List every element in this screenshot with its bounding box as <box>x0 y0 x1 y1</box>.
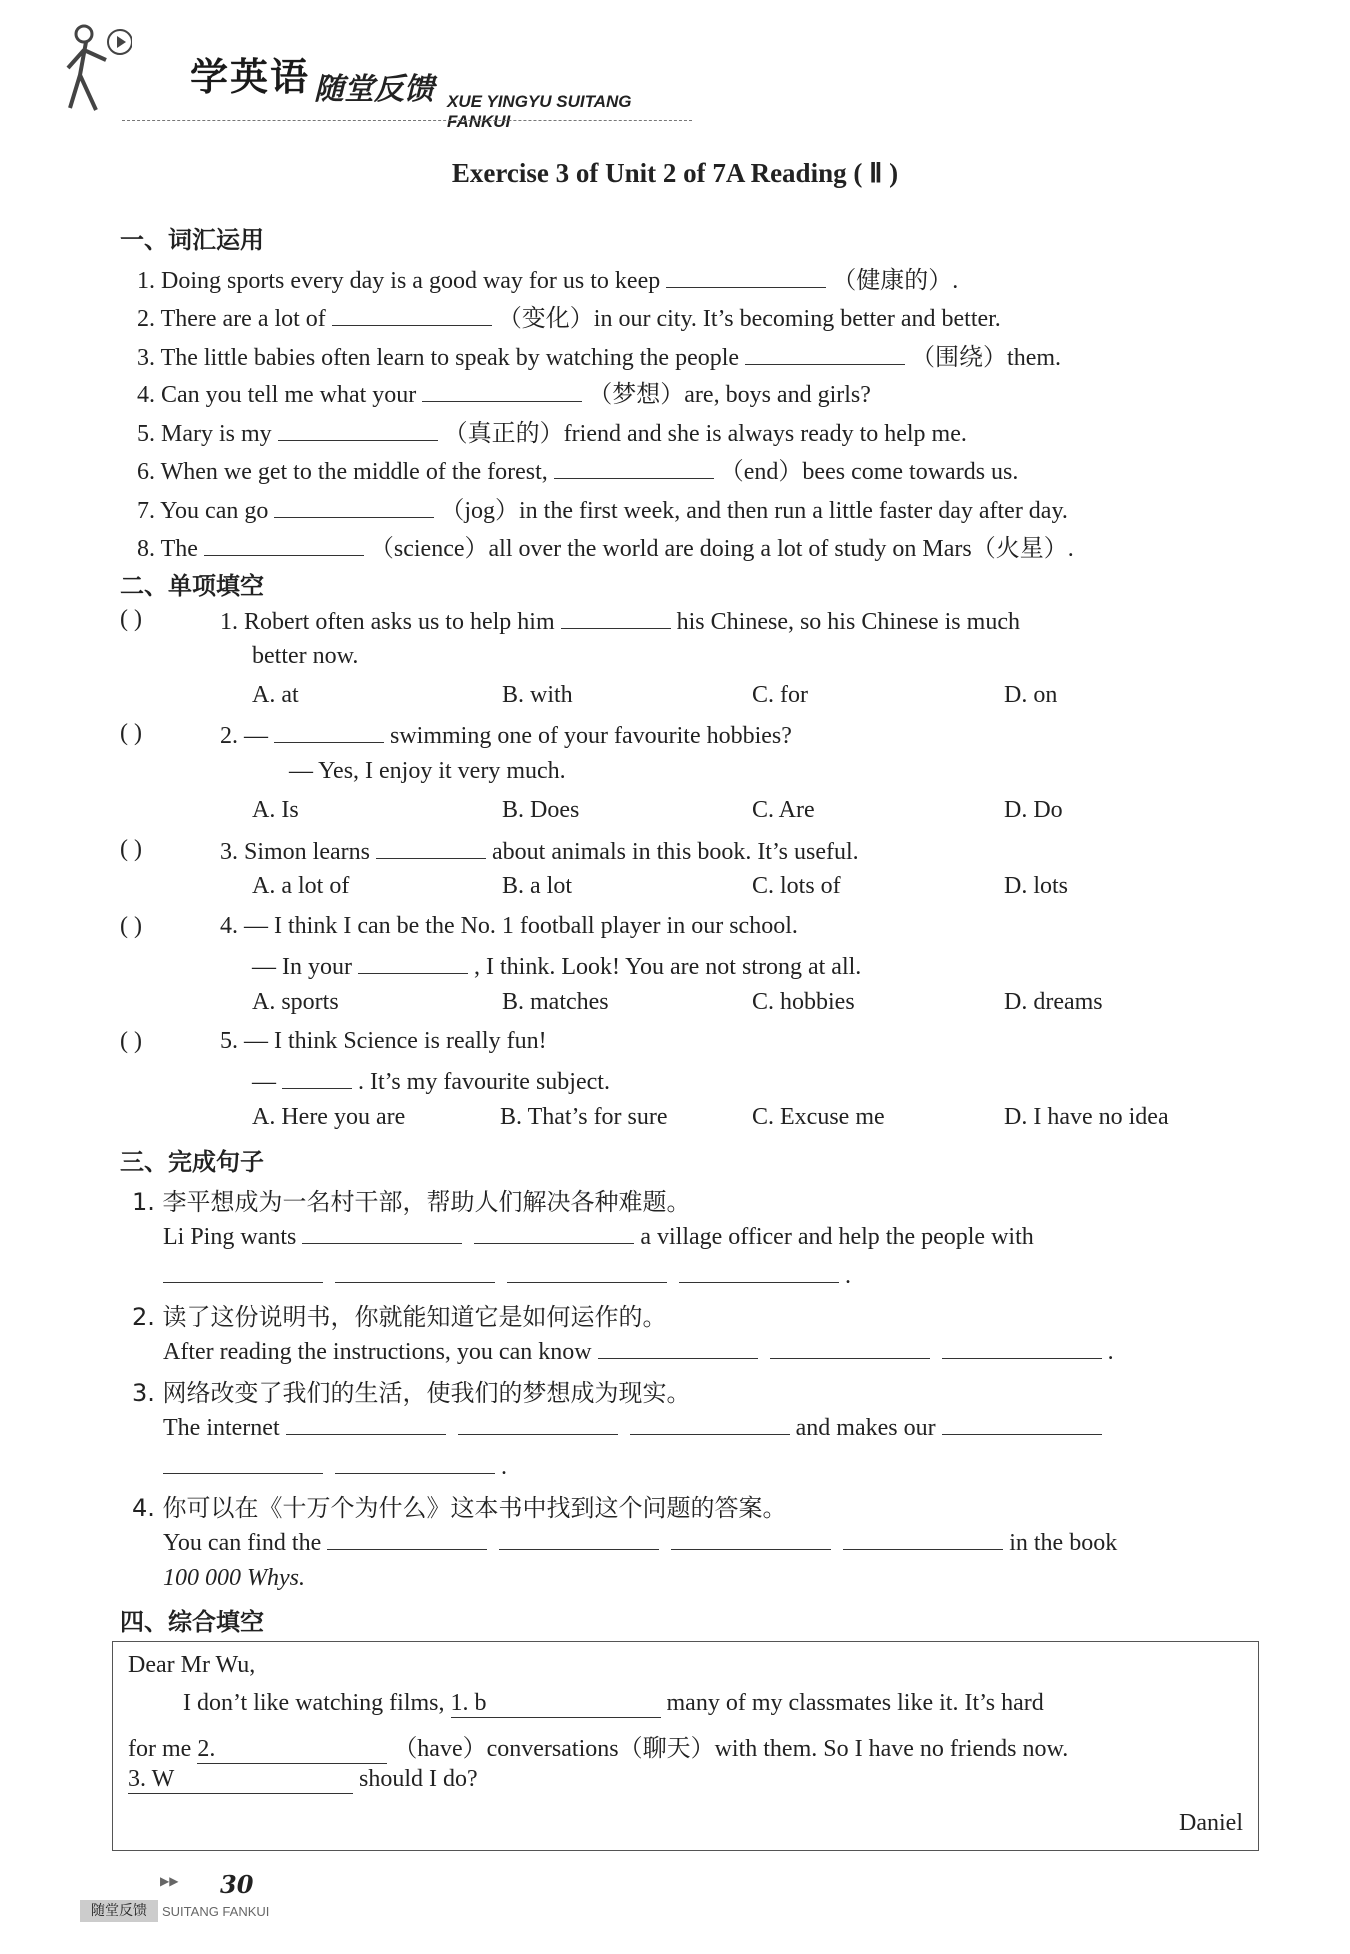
runner-logo-icon <box>62 20 132 120</box>
translate-prompt-2: 2. 读了这份说明书，你就能知道它是如何运作的。 <box>132 1303 667 1331</box>
vocab-item-6: 6. When we get to the middle of the forest, （end）bees come towards us. <box>137 451 1018 486</box>
page-footer <box>80 1870 300 1930</box>
page-header <box>62 20 682 131</box>
mc-question-2: 2. — swimming one of your favourite hobbies? <box>220 720 792 750</box>
section-2-heading: 二、单项填空 <box>120 572 264 600</box>
header-title: 学英语 <box>190 55 311 99</box>
letter-greeting: Dear Mr Wu, <box>128 1652 256 1678</box>
letter-line-3: 3. W should I do? <box>128 1766 478 1792</box>
mc-question-1-cont: better now. <box>252 643 359 669</box>
letter-box <box>112 1641 1259 1851</box>
vocab-item-7: 7. You can go （jog）in the first week, and then run a little faster day after day. <box>137 490 1068 525</box>
mc-question-5-cont: — . It’s my favourite subject. <box>252 1066 610 1096</box>
translate-line-2: After reading the instructions, you can know . <box>163 1336 1114 1366</box>
answer-paren: ( ) <box>120 836 142 862</box>
translate-prompt-1: 1. 李平想成为一名村干部，帮助人们解决各种难题。 <box>132 1188 691 1216</box>
header-pinyin: XUE YINGYU SUITANG FANKUI <box>447 92 632 131</box>
page-title: Exercise 3 of Unit 2 of 7A Reading ( Ⅱ ) <box>451 158 899 188</box>
answer-paren: ( ) <box>120 1028 142 1054</box>
translate-line-4: You can find the in the book <box>163 1527 1117 1557</box>
answer-paren: ( ) <box>120 720 142 746</box>
section-4-heading: 四、综合填空 <box>120 1608 264 1636</box>
translate-line-1: Li Ping wants a village officer and help the people with <box>163 1221 1263 1251</box>
mc-question-1: 1. Robert often asks us to help him his Chinese, so his Chinese is much <box>220 606 1020 636</box>
footer-tag: 随堂反馈 <box>80 1900 158 1922</box>
translate-line-4b: 100 000 Whys. <box>163 1565 305 1591</box>
vocab-item-4: 4. Can you tell me what your （梦想）are, boys and girls? <box>137 374 871 409</box>
footer-tag-pinyin: SUITANG FANKUI <box>162 1904 270 1919</box>
mc-question-4: 4. — I think I can be the No. 1 football player in our school. <box>220 913 798 939</box>
header-subtitle: 随堂反馈 <box>314 72 434 107</box>
letter-signature: Daniel <box>1179 1810 1243 1836</box>
mc-question-5: 5. — I think Science is really fun! <box>220 1028 547 1054</box>
mc-question-3: 3. Simon learns about animals in this book. It’s useful. <box>220 836 859 866</box>
page-number: 30 <box>220 1870 254 1899</box>
vocab-item-1: 1. Doing sports every day is a good way for us to keep （健康的）. <box>137 260 958 295</box>
translate-line-3: The internet and makes our <box>163 1412 1108 1442</box>
answer-paren: ( ) <box>120 913 142 939</box>
header-divider <box>122 120 692 121</box>
answer-paren: ( ) <box>120 606 142 632</box>
vocab-item-5: 5. Mary is my （真正的）friend and she is always ready to help me. <box>137 413 967 448</box>
translate-prompt-4: 4. 你可以在《十万个为什么》这本书中找到这个问题的答案。 <box>132 1494 787 1522</box>
translate-line-3b: . <box>163 1451 507 1481</box>
vocab-item-3: 3. The little babies often learn to speak by watching the people （围绕）them. <box>137 337 1061 372</box>
letter-line-2: for me 2. （have）conversations（聊天）with them. So I have no friends now. <box>128 1736 1069 1762</box>
arrow-icon: ▶▶ <box>160 1874 179 1888</box>
translate-line-1b: . <box>163 1260 851 1290</box>
mc-question-2-cont: — Yes, I enjoy it very much. <box>289 758 566 784</box>
section-3-heading: 三、完成句子 <box>120 1148 264 1176</box>
letter-line-1: I don’t like watching films, 1. b many of my classmates like it. It’s hard <box>183 1690 1044 1716</box>
vocab-item-2: 2. There are a lot of （变化）in our city. It’s becoming better and better. <box>137 298 1001 333</box>
worksheet-page: 学英语 随堂反馈 XUE YINGYU SUITANG FANKUI Exercise 3 of Unit 2 of 7A Reading ( Ⅱ ) 一、词汇运用 1. Doing sports every day is a good way for us to keep （健康的）. 2. There are a lot of （变化）in our city. It’s becoming better and better. 3. The little babies often learn to speak by watching the people （围绕）them. 4. Can you tell me what your （梦想）are, boys and girls? 5. Mary is my （真正的）friend and she is always ready to help me. 6. When we get to the middle of the forest, （end）bees come towards us. 7. You can go （jog）in the first week, and then run a little faster day after day. 8. The （science）all over the world are doing a lot of study on Mars（火星）. 二、单项填空 ( ) 1. Robert often asks us to help him his Chinese, so his Chinese is much better now. A. at B. with C. for D. on ( ) 2. — swimming one of your favourite hobbies? — Yes, I enjoy it very much. A. Is B. Does C. Are D. Do ( ) 3. Simon learns about animals in this book. It’s useful. A. a lot of B. a lot C. lots of D. lots ( ) 4. — I think I can be the No. 1 football player in our school. — In your , I think. Look! You are not strong at all. A. sports B. matches C. hobbies D. dreams ( ) 5. — I think Science is really fun! — . It’s my favourite subject. A. Here you are B. That’s for sure C. Excuse me D. I have no idea 三、完成句子 1. 李平想成为一名村干部，帮助人们解决各种难题。 Li Ping wants a village officer and help the people with . 2. 读了这份说明书，你就能知道它是如何运作的。 After reading the instructions, you can know . 3. 网络改变了我们的生活，使我们的梦想成为现实。 The internet and makes our . 4. 你可以在《十万个为什么》这本书中找到这个问题的答案。 You can find the in the book 100 000 Whys. 四、综合填空 Dear Mr Wu, I don’t like watching films, 1. b many of my classmates like it. It’s hard for me 2. （have）conversations（聊天）with them. So I have no friends now. 3. W should I do? Daniel ▶▶ 30 随堂反馈 SUITANG FANKUI <box>0 0 1350 1954</box>
translate-prompt-3: 3. 网络改变了我们的生活，使我们的梦想成为现实。 <box>132 1379 691 1407</box>
section-1-heading: 一、词汇运用 <box>120 226 264 254</box>
mc-question-4-cont: — In your , I think. Look! You are not strong at all. <box>252 951 861 981</box>
vocab-item-8: 8. The （science）all over the world are doing a lot of study on Mars（火星）. <box>137 528 1074 563</box>
